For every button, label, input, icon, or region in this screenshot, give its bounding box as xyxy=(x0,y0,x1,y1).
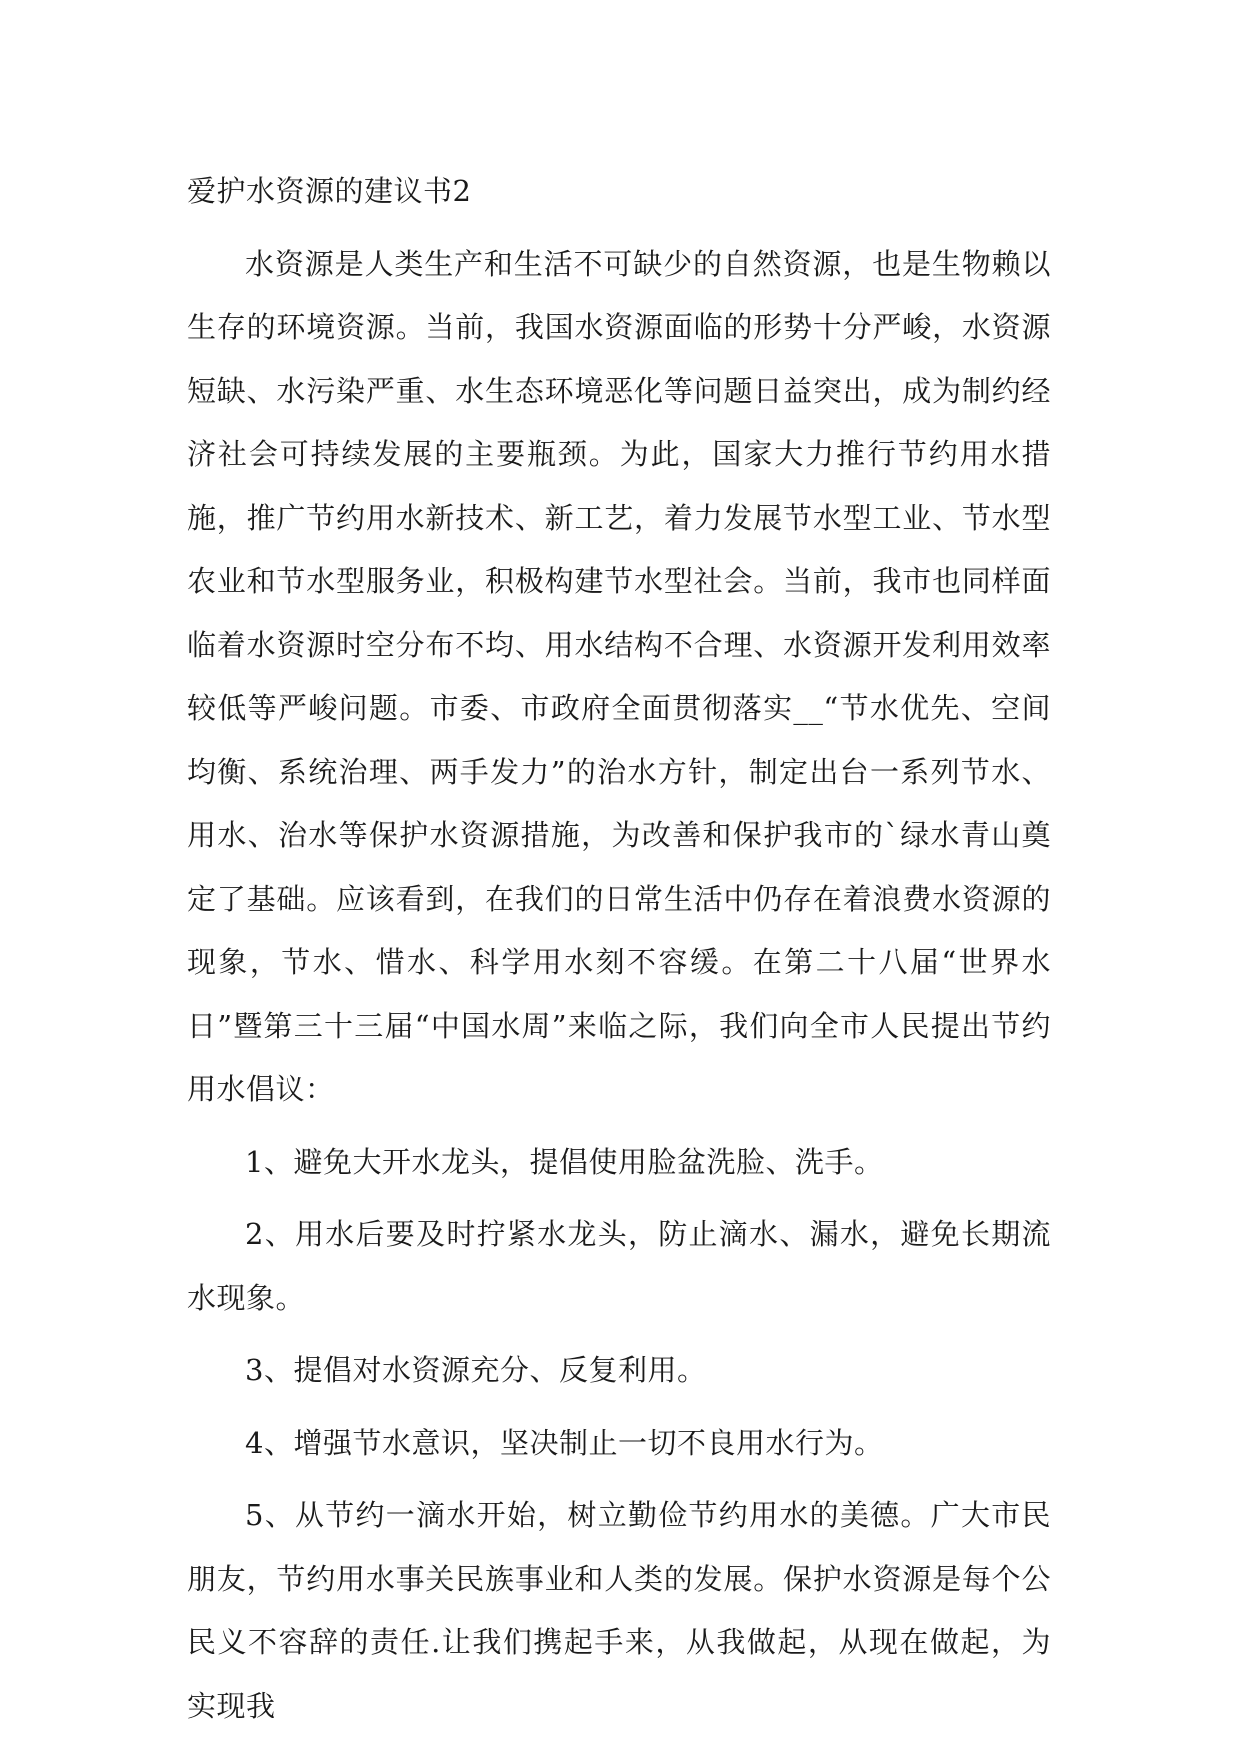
document-title: 爱护水资源的建议书2 xyxy=(187,174,472,208)
paragraph-intro: 水资源是人类生产和生活不可缺少的自然资源，也是生物赖以生存的环境资源。当前，我国水资源面临的形势十分严峻，水资源短缺、水污染严重、水生态环境恶化等问题日益突出，成为制约经济社会可持续发展的主要瓶颈。为此，国家大力推行节约用水措施，推广节约用水新技术、新工艺，着力发展节水型工业、节水型农业和节水型服务业，积极构建节水型社会。当前，我市也同样面临着水资源时空分布不均、用水结构不合理、水资源开发利用效率较低等严峻问题。市委、市政府全面贯彻落实__“节水优先、空间均衡、系统治理、两手发力”的治水方针，制定出台一系列节水、用水、治水等保护水资源措施，为改善和保护我市的`绿水青山奠定了基础。应该看到，在我们的日常生活中仍存在着浪费水资源的现象，节水、惜水、科学用水刻不容缓。在第二十八届“世界水日”暨第三十三届“中国水周”来临之际，我们向全市人民提出节约用水倡议： xyxy=(187,246,1051,1106)
paragraph-item-1: 1、避免大开水龙头，提倡使用脸盆洗脸、洗手。 xyxy=(245,1144,884,1179)
document-body xyxy=(187,160,1051,1747)
paragraph-item-4: 4、增强节水意识，坚决制止一切不良用水行为。 xyxy=(245,1425,884,1460)
paragraph-item-5: 5、从节约一滴水开始，树立勤俭节约用水的美德。广大市民朋友，节约用水事关民族事业和人类的发展。保护水资源是每个公民义不容辞的责任.让我们携起手来，从我做起，从现在做起，为实现我 xyxy=(187,1498,1051,1723)
paragraph-item-3: 3、提倡对水资源充分、反复利用。 xyxy=(245,1353,707,1387)
paragraph-item-2: 2、用水后要及时拧紧水龙头，防止滴水、漏水，避免长期流水现象。 xyxy=(187,1217,1051,1315)
